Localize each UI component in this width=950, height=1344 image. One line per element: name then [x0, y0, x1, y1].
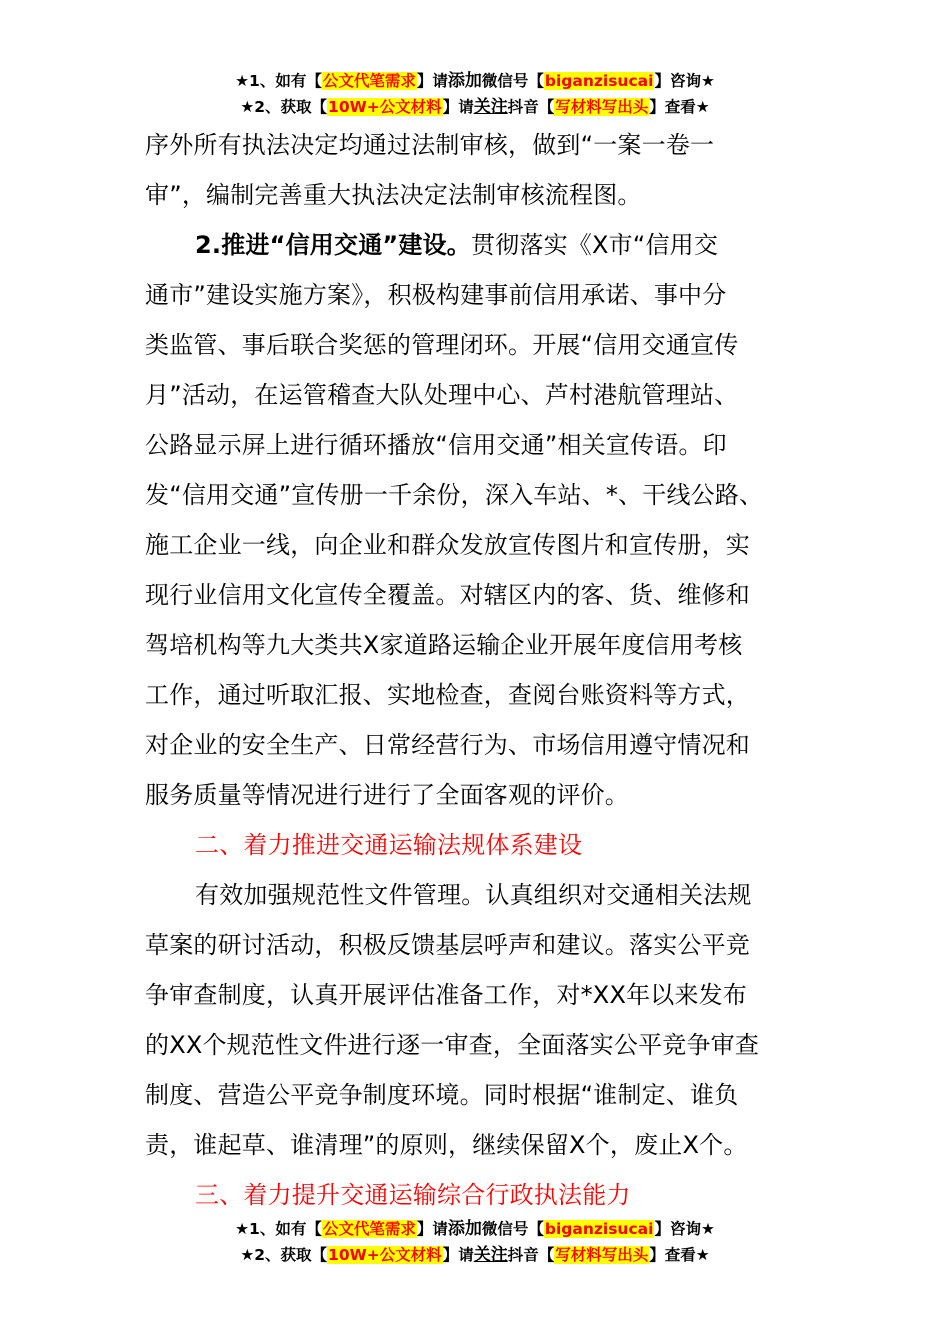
highlight-wechat-id: biganzisucai — [544, 72, 654, 90]
p2-first-line: 2.推进“信用交通”建设。贯彻落实《X市“信用交 — [195, 231, 719, 259]
p2-line: 服务质量等情况进行进行了全面客观的评价。 — [145, 781, 629, 809]
p2-line: 类监管、事后联合奖惩的管理闭环。开展“信用交通宣传 — [145, 331, 739, 359]
promo-line-2: ★2、获取【10W+公文材料】请关注抖音【写材料写出头】查看★ — [240, 1245, 710, 1265]
highlight-ghostwriting: 公文代笔需求 — [322, 1220, 416, 1238]
p2-line: 工作，通过听取汇报、实地检查，查阅台账资料等方式， — [145, 681, 750, 709]
p3-line: 有效加强规范性文件管理。认真组织对交通相关法规 — [195, 881, 752, 909]
p2-line: 对企业的安全生产、日常经营行为、市场信用遵守情况和 — [145, 731, 750, 759]
highlight-wechat-id: biganzisucai — [544, 1220, 654, 1238]
p2-line: 施工企业一线，向企业和群众发放宣传图片和宣传册，实 — [145, 531, 750, 559]
p2-line: 现行业信用文化宣传全覆盖。对辖区内的客、货、维修和 — [145, 581, 750, 609]
p2-line: 通市”建设实施方案》，积极构建事前信用承诺、事中分 — [145, 281, 727, 309]
promo-line-2: ★2、获取【10W+公文材料】请关注抖音【写材料写出头】查看★ — [240, 97, 710, 117]
document-body — [145, 120, 815, 1220]
p2-line: 月”活动，在运管稽查大队处理中心、芦村港航管理站、 — [145, 381, 739, 409]
promo-banner-bottom — [0, 1216, 950, 1268]
p3-line: 草案的研讨活动，积极反馈基层呼声和建议。落实公平竞 — [145, 931, 750, 959]
p3-line: 的XX个规范性文件进行逐一审查，全面落实公平竞争审查 — [145, 1031, 760, 1059]
promo-line-1: ★1、如有【公文代笔需求】请添加微信号【biganzisucai】咨询★ — [235, 71, 715, 91]
p2-line: 驾培机构等九大类共X家道路运输企业开展年度信用考核 — [145, 631, 743, 659]
promo-banner-top — [0, 68, 950, 120]
section-2-heading: 二、着力推进交通运输法规体系建设 — [195, 831, 583, 859]
promo-line-1: ★1、如有【公文代笔需求】请添加微信号【biganzisucai】咨询★ — [235, 1219, 715, 1239]
p3-line: 争审查制度，认真开展评估准备工作，对*XX年以来发布 — [145, 981, 748, 1009]
highlight-douyin: 写材料写出头 — [555, 98, 649, 116]
highlight-douyin: 写材料写出头 — [555, 1246, 649, 1264]
p1-line: 审”，编制完善重大执法决定法制审核流程图。 — [145, 181, 642, 209]
highlight-materials: 10W+公文材料 — [328, 98, 442, 116]
p3-line: 制度、营造公平竞争制度环境。同时根据“谁制定、谁负 — [145, 1081, 739, 1109]
section-3-heading: 三、着力提升交通运输综合行政执法能力 — [195, 1181, 631, 1209]
highlight-ghostwriting: 公文代笔需求 — [322, 72, 416, 90]
p1-line: 序外所有执法决定均通过法制审核，做到“一案一卷一 — [145, 131, 715, 159]
highlight-materials: 10W+公文材料 — [328, 1246, 442, 1264]
p2-line: 公路显示屏上进行循环播放“信用交通”相关宣传语。印 — [145, 431, 727, 459]
p3-line: 责，谁起草、谁清理”的原则，继续保留X个，废止X个。 — [145, 1131, 748, 1159]
p2-line: 发“信用交通”宣传册一千余份，深入车站、*、干线公路、 — [145, 481, 764, 509]
p2-heading: 2.推进“信用交通”建设。 — [195, 231, 471, 259]
